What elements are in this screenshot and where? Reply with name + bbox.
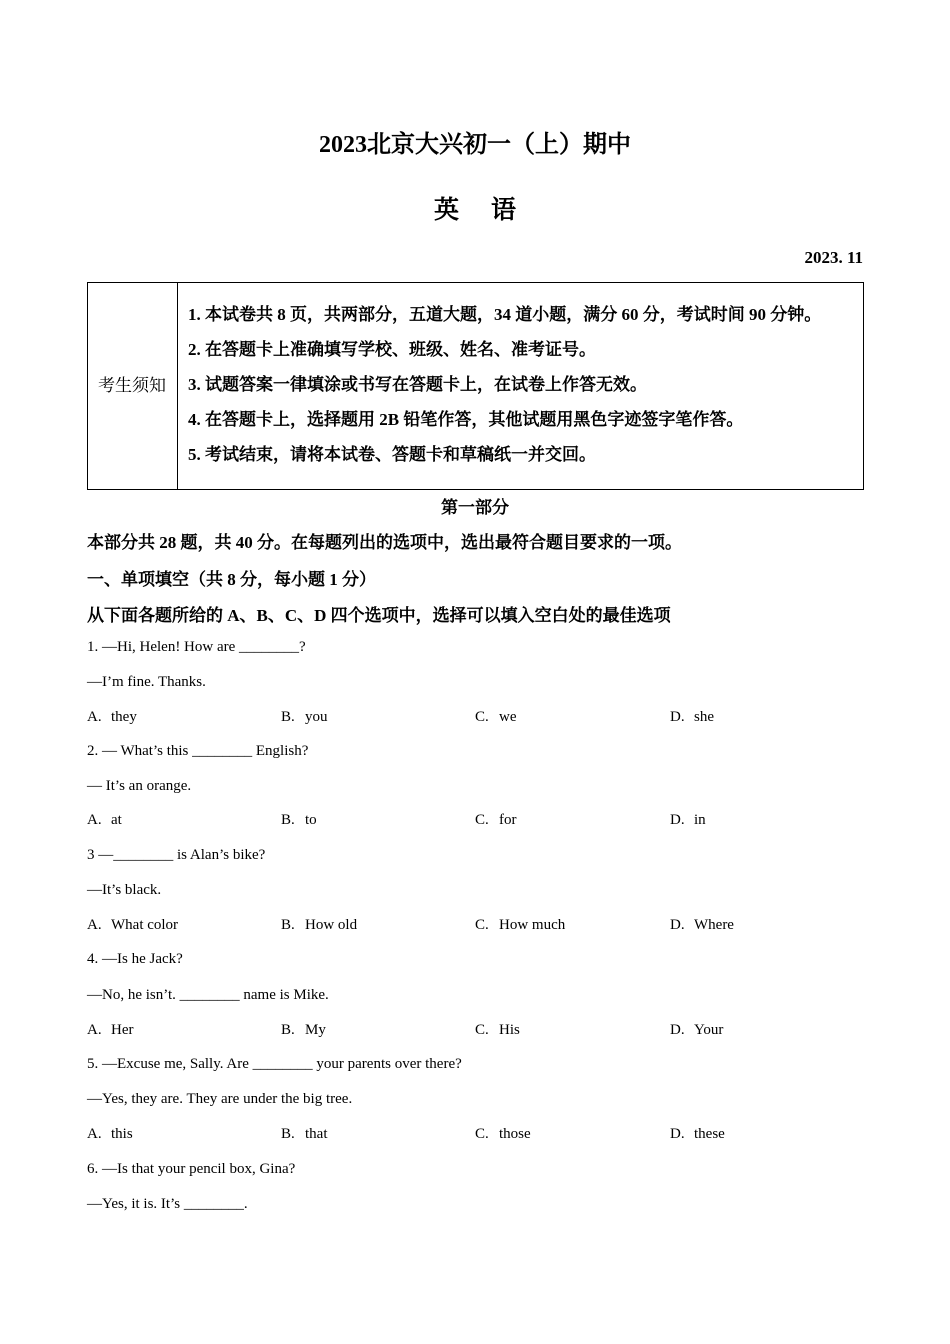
- question-options: [87, 1022, 867, 1042]
- option-c[interactable]: C. His: [475, 1022, 520, 1038]
- question-options: [87, 709, 867, 729]
- option-a[interactable]: A. this: [87, 1126, 133, 1142]
- subject-title: 英语: [433, 197, 548, 224]
- section-instruction: 从下面各题所给的 A、B、C、D 四个选项中，选择可以填入空白处的最佳选项: [87, 606, 671, 625]
- question-stem: 2. — What’s this ________ English?: [87, 743, 309, 759]
- question-reply: —Yes, they are. They are under the big tree.: [87, 1091, 353, 1107]
- option-d[interactable]: D. Where: [670, 917, 734, 933]
- question-stem: 6. —Is that your pencil box, Gina?: [87, 1161, 296, 1177]
- question-options: [87, 1126, 867, 1146]
- option-b[interactable]: B. that: [281, 1126, 328, 1142]
- option-a[interactable]: A. Her: [87, 1022, 134, 1038]
- option-b[interactable]: B. How old: [281, 917, 358, 933]
- question-reply: —No, he isn’t. ________ name is Mike.: [87, 987, 329, 1003]
- option-d[interactable]: D. she: [670, 709, 714, 725]
- part-heading: 第一部分: [441, 498, 509, 517]
- question-stem: 3 —________ is Alan’s bike?: [87, 847, 266, 863]
- notice-item: 5. 考试结束，请将本试卷、答题卡和草稿纸一并交回。: [188, 445, 596, 464]
- exam-date: 2023. 11: [804, 248, 863, 267]
- option-c[interactable]: C. we: [475, 709, 517, 725]
- question-reply: —Yes, it is. It’s ________.: [87, 1196, 248, 1212]
- question-options: [87, 812, 867, 832]
- notice-label: 考生须知: [88, 283, 178, 490]
- option-c[interactable]: C. How much: [475, 917, 566, 933]
- option-a[interactable]: A. they: [87, 709, 137, 725]
- option-a[interactable]: A. What color: [87, 917, 179, 933]
- option-d[interactable]: D. Your: [670, 1022, 724, 1038]
- exam-title: 2023北京大兴初一（上）期中: [319, 132, 631, 158]
- question-reply: — It’s an orange.: [87, 778, 192, 794]
- question-reply: —I’m fine. Thanks.: [87, 674, 206, 690]
- option-b[interactable]: B. you: [281, 709, 328, 725]
- option-c[interactable]: C. for: [475, 812, 517, 828]
- exam-notice-table: [87, 282, 864, 490]
- option-b[interactable]: B. to: [281, 812, 317, 828]
- question-stem: 5. —Excuse me, Sally. Are ________ your parents over there?: [87, 1056, 462, 1072]
- notice-items: [178, 283, 864, 490]
- notice-item: 1. 本试卷共 8 页，共两部分，五道大题，34 道小题，满分 60 分，考试时间 90 分钟。: [188, 305, 822, 324]
- notice-item: 4. 在答题卡上，选择题用 2B 铅笔作答，其他试题用黑色字迹签字笔作答。: [188, 410, 744, 429]
- question-stem: 4. —Is he Jack?: [87, 951, 183, 967]
- question-stem: 1. —Hi, Helen! How are ________?: [87, 639, 306, 655]
- question-options: [87, 917, 867, 937]
- question-reply: —It’s black.: [87, 882, 162, 898]
- option-d[interactable]: D. in: [670, 812, 706, 828]
- notice-item: 2. 在答题卡上准确填写学校、班级、姓名、准考证号。: [188, 340, 596, 359]
- option-c[interactable]: C. those: [475, 1126, 531, 1142]
- section-title: 一、单项填空（共 8 分，每小题 1 分）: [87, 570, 376, 589]
- notice-item: 3. 试题答案一律填涂或书写在答题卡上，在试卷上作答无效。: [188, 375, 647, 394]
- option-a[interactable]: A. at: [87, 812, 122, 828]
- part-intro: 本部分共 28 题，共 40 分。在每题列出的选项中，选出最符合题目要求的一项。: [87, 533, 682, 552]
- option-d[interactable]: D. these: [670, 1126, 725, 1142]
- option-b[interactable]: B. My: [281, 1022, 326, 1038]
